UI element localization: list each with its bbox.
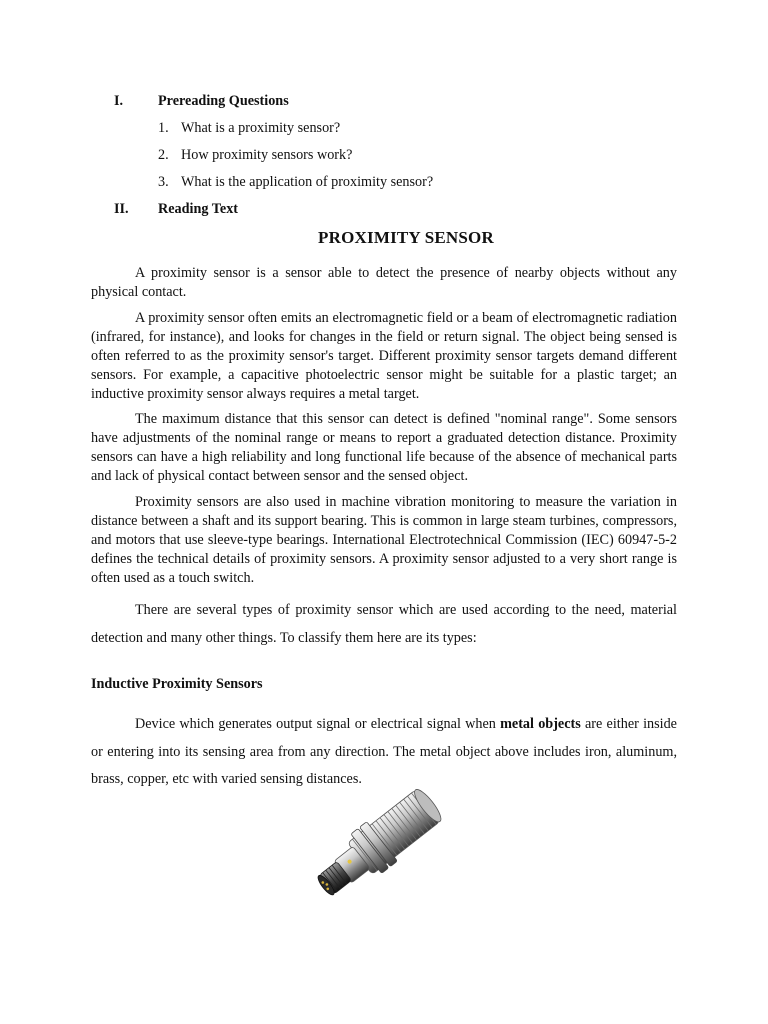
question-text: What is a proximity sensor?: [181, 120, 341, 136]
section-title-prereading: Prereading Questions: [158, 93, 289, 109]
section-numeral-reading: II.: [114, 201, 129, 217]
paragraph-text: are either inside or entering into its sensing area from any direction. The metal object above includes iron, aluminum, brass, copper, etc with varied sensing distances.: [91, 716, 677, 787]
question-text: What is the application of proximity sensor?: [181, 174, 434, 190]
question-text: How proximity sensors work?: [181, 147, 353, 163]
article-paragraph: A proximity sensor often emits an electromagnetic field or a beam of electromagnetic radiation (infrared, for instance), and looks for changes in the field or return signal. The object being sensed is often referred to as the proximity sensor's target. Different proximity sensor targets demand different sensors. For example, a capacitive photoelectric sensor might be suitable for a plastic target; an inductive proximity sensor always requires a metal target.: [91, 310, 677, 402]
inductive-sensor-image: [296, 784, 446, 914]
question-number: 1.: [158, 120, 169, 136]
question-number: 3.: [158, 174, 169, 190]
section-numeral-prereading: I.: [114, 93, 124, 109]
article-title: PROXIMITY SENSOR: [318, 228, 494, 247]
article-paragraph: There are several types of proximity sensor which are used according to the need, material detection and many other things. To classify them here are its types:: [91, 602, 677, 646]
article-paragraph: The maximum distance that this sensor can detect is defined "nominal range". Some sensors have adjustments of the nominal range or means to report a graduated detection distance. Proximity sensors can have a high reliability and long functional life because of the absence of mechanical parts and lack of physical contact between sensor and the sensed object.: [91, 411, 677, 484]
question-number: 2.: [158, 147, 169, 163]
article-paragraph: A proximity sensor is a sensor able to detect the presence of nearby objects without any physical contact.: [91, 265, 677, 300]
article-paragraph: Proximity sensors are also used in machine vibration monitoring to measure the variation in distance between a shaft and its support bearing. This is common in large steam turbines, compressors, and motors that use sleeve-type bearings. International Electrotechnical Commission (IEC) 60947-5-2 defines the technical details of proximity sensors. A proximity sensor adjusted to a very short range is often used as a touch switch.: [91, 494, 677, 586]
paragraph-text: Device which generates output signal or electrical signal when: [135, 716, 501, 732]
subsection-heading: Inductive Proximity Sensors: [91, 676, 263, 692]
bold-term: metal objects: [500, 716, 581, 732]
inductive-paragraph: [91, 711, 677, 794]
section-title-reading: Reading Text: [158, 201, 239, 217]
